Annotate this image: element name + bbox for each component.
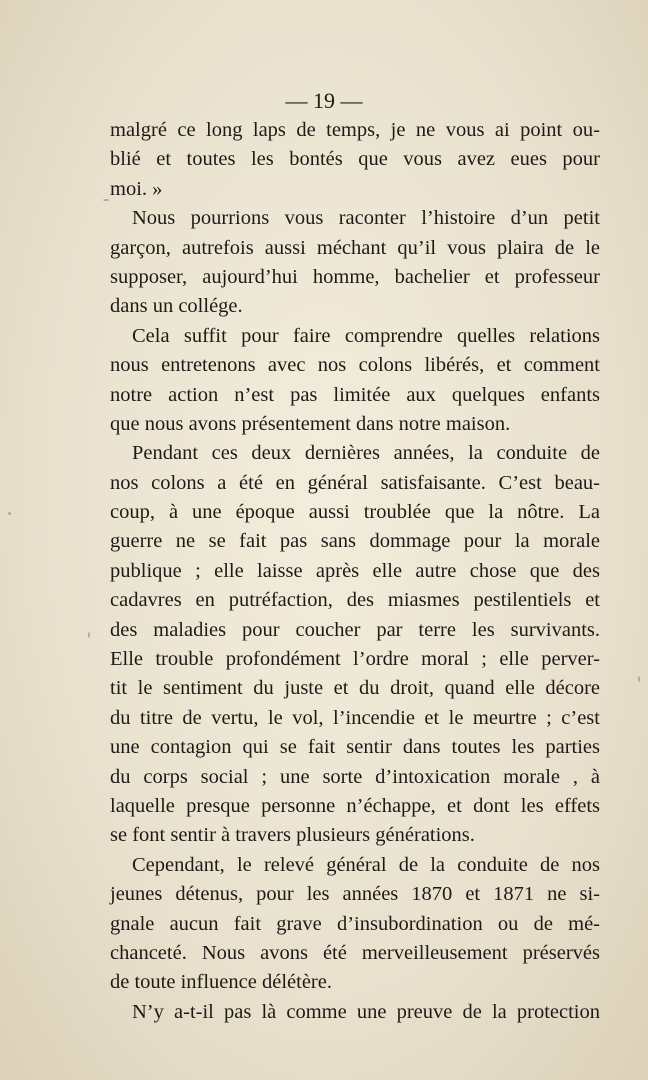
text-line: nous entretenons avec nos colons libérés, et comment bbox=[110, 354, 600, 377]
text-line: N’y a-t-il pas là comme une preuve de la protection bbox=[132, 1000, 600, 1023]
text-line: publique ; elle laisse après elle autre chose que des bbox=[110, 559, 600, 582]
text-line: dans un collége. bbox=[110, 295, 243, 318]
text-line: blié et toutes les bontés que vous avez eues pour bbox=[110, 148, 600, 171]
text-line: chanceté. Nous avons été merveilleusement préservés bbox=[110, 941, 600, 964]
page-number: — 19 — bbox=[285, 88, 363, 113]
text-line: une contagion qui se fait sentir dans toutes les parties bbox=[110, 736, 600, 759]
text-line: Cela suffit pour faire comprendre quelles relations bbox=[132, 324, 600, 347]
text-line: supposer, aujourd’hui homme, bachelier et professeur bbox=[110, 265, 600, 288]
text-line: Pendant ces deux dernières années, la conduite de bbox=[132, 442, 600, 465]
text-line: Elle trouble profondément l’ordre moral ; elle perver- bbox=[110, 648, 600, 671]
body-text bbox=[110, 116, 600, 1027]
text-line: notre action n’est pas limitée aux quelques enfants bbox=[110, 383, 600, 406]
text-line: du titre de vertu, le vol, l’incendie et le meurtre ; c’est bbox=[110, 706, 600, 729]
text-line: tit le sentiment du juste et du droit, quand elle décore bbox=[110, 677, 600, 700]
text-line: Nous pourrions vous raconter l’histoire d’un petit bbox=[132, 207, 600, 230]
text-line: que nous avons présentement dans notre maison. bbox=[110, 412, 511, 435]
paper-speck bbox=[638, 676, 640, 682]
text-line: laquelle presque personne n’échappe, et dont les effets bbox=[110, 794, 600, 817]
text-line: garçon, autrefois aussi méchant qu’il vous plaira de le bbox=[110, 236, 600, 259]
text-line: Cependant, le relevé général de la conduite de nos bbox=[132, 853, 600, 876]
paper-speck bbox=[103, 199, 109, 201]
text-line: moi. » bbox=[110, 177, 163, 200]
text-line: guerre ne se fait pas sans dommage pour la morale bbox=[110, 530, 600, 553]
text-line: de toute influence délétère. bbox=[110, 971, 332, 994]
text-line: cadavres en putréfaction, des miasmes pestilentiels et bbox=[110, 589, 600, 612]
text-line: se font sentir à travers plusieurs générations. bbox=[110, 824, 475, 847]
text-line: jeunes détenus, pour les années 1870 et 1871 ne si- bbox=[110, 883, 600, 906]
text-line: coup, à une époque aussi troublée que la nôtre. La bbox=[110, 501, 600, 524]
text-line: des maladies pour coucher par terre les survivants. bbox=[110, 618, 600, 641]
paper-speck bbox=[88, 632, 90, 638]
text-line: gnale aucun fait grave d’insubordination ou de mé- bbox=[110, 912, 600, 935]
paper-speck bbox=[8, 512, 11, 515]
text-line: malgré ce long laps de temps, je ne vous ai point ou- bbox=[110, 119, 600, 141]
text-line: nos colons a été en général satisfaisante. C’est beau- bbox=[110, 471, 600, 494]
text-line: du corps social ; une sorte d’intoxication morale , à bbox=[110, 765, 600, 788]
